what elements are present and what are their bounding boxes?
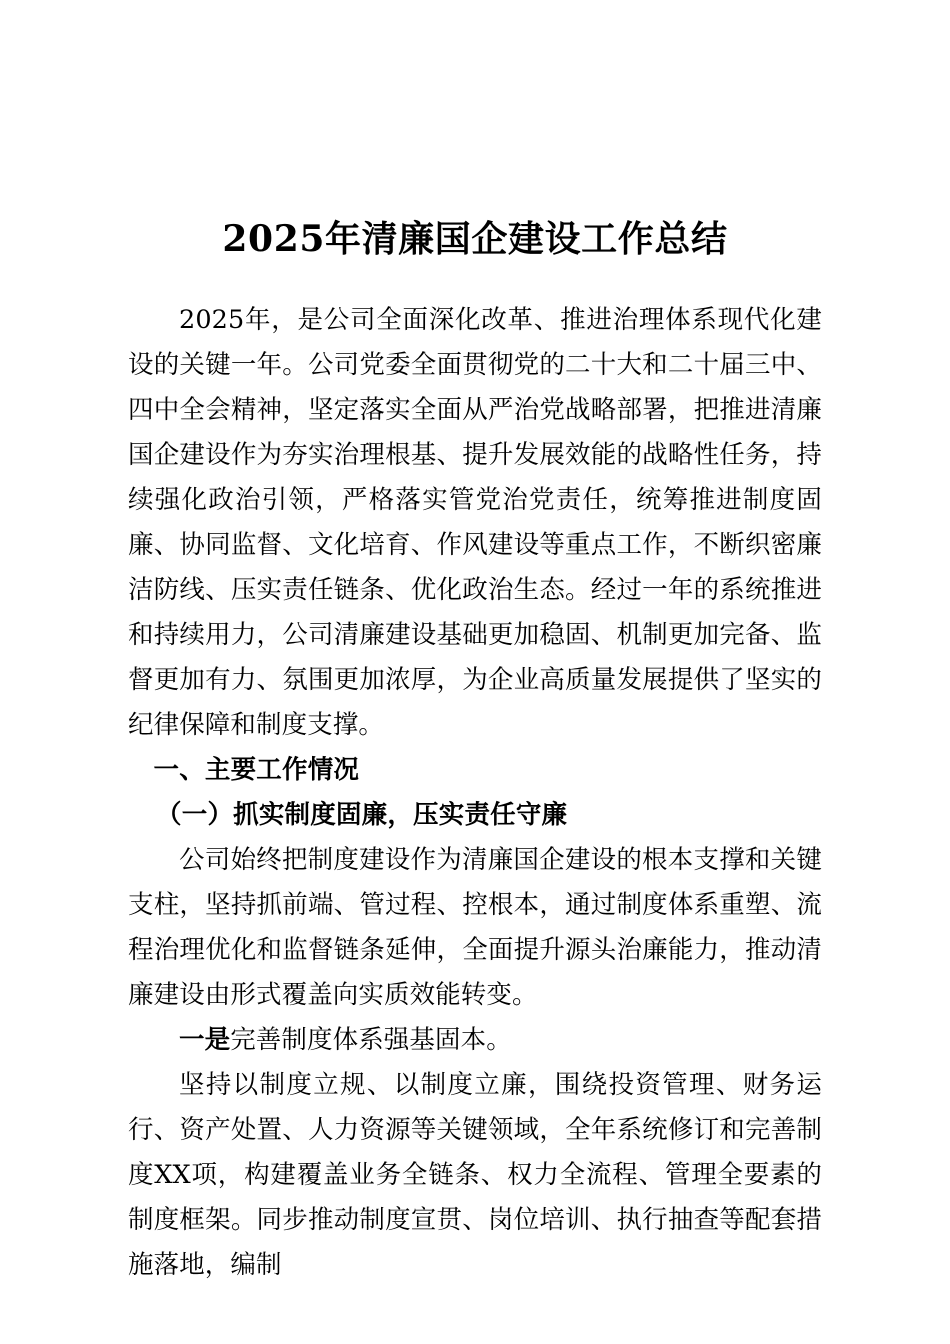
paragraph-body-two: 坚持以制度立规、以制度立廉，围绕投资管理、财务运行、资产处置、人力资源等关键领域，全年系统修订和完善制度XX项，构建覆盖业务全链条、权力全流程、管理全要素的制度框架。同步推动制度宣贯、岗位培训、执行抽查等配套措施落地，编制 [128, 1070, 822, 1280]
paragraph-point-one [128, 1018, 822, 1063]
page-title: 2025年清廉国企建设工作总结 [222, 218, 728, 260]
heading-section-one: 一、主要工作情况 [153, 755, 360, 785]
point-text: 完善制度体系强基固本。 [230, 1025, 512, 1055]
paragraph-intro: 2025年，是公司全面深化改革、推进治理体系现代化建设的关键一年。公司党委全面贯彻党的二十大和二十届三中、四中全会精神，坚定落实全面从严治党战略部署，把推进清廉国企建设作为夯实治理根基、提升发展效能的战略性任务，持续强化政治引领，严格落实管党治党责任，统筹推进制度固廉、协同监督、文化培育、作风建设等重点工作，不断织密廉洁防线、压实责任链条、优化政治生态。经过一年的系统推进和持续用力，公司清廉建设基础更加稳固、机制更加完备、监督更加有力、氛围更加浓厚，为企业高质量发展提供了坚实的纪律保障和制度支撑。 [128, 305, 822, 740]
paragraph-body-one: 公司始终把制度建设作为清廉国企建设的根本支撑和关键支柱，坚持抓前端、管过程、控根本，通过制度体系重塑、流程治理优化和监督链条延伸，全面提升源头治廉能力，推动清廉建设由形式覆盖向实质效能转变。 [128, 845, 822, 1010]
heading-subsection-one: （一）抓实制度固廉，压实责任守廉 [156, 800, 568, 830]
document-body [128, 298, 822, 1288]
point-lead-label: 一是 [179, 1025, 231, 1055]
